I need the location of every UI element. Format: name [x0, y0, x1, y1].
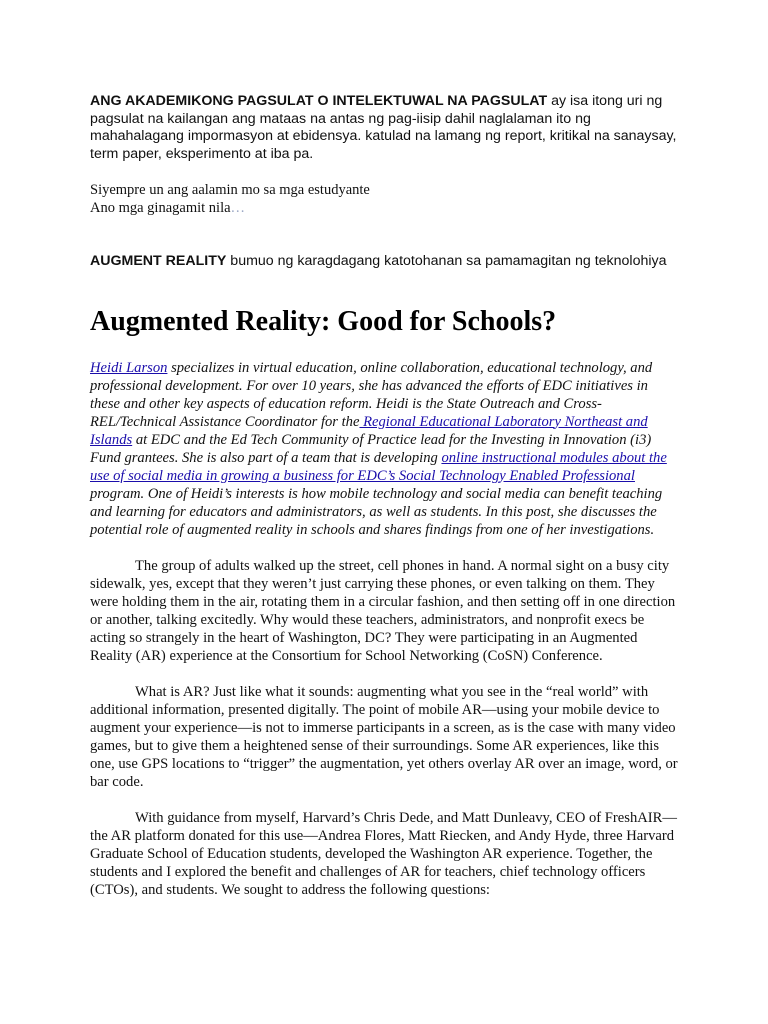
ar-term: AUGMENT REALITY: [90, 253, 227, 269]
rel-link[interactable]: Regional Educational Laboratory Northeast and Islands: [90, 413, 648, 448]
document-page: [90, 93, 680, 899]
body-paragraph-2: What is AR? Just like what it sounds: augmenting what you see in the “real world” with additional information, presented digitally. The point of mobile AR—using your mobile device to augment your experience—is not to immerse participants in a screen, as is the case with many video games, but to give them a heightened sense of their surroundings. Some AR experiences, like this one, use GPS locations to “trigger” the augmentation, yet others overlay AR over an image, word, or bar code.: [90, 683, 678, 790]
ar-definition-paragraph: [90, 253, 680, 271]
intro-text-1: specializes in virtual education, online collaboration, educational technology, and professional development. For over 10 years, she has advanced the efforts of EDC initiatives in these and other key aspects of education reform. Heidi is the State Outreach and Cross-REL/Technical Assistance Coordinator for the: [90, 359, 653, 430]
intro-text-2: at EDC and the Ed Tech Community of Practice lead for the Investing in Innovation (i3) Fund grantees. She is also part of a team that is developing: [90, 431, 652, 466]
note-paragraph: [90, 181, 680, 217]
author-intro: [90, 359, 680, 539]
intro-text-3: program. One of Heidi’s interests is how mobile technology and social media can benefit teaching and learning for educators and administrators, as well as students. In this post, she discusses the potential role of augmented reality in schools and shares findings from one of her investigations.: [90, 485, 663, 538]
definition-text: ay isa itong uri ng pagsulat na kailangan ang mataas na antas ng pag-iisip dahil naglalaman ito ng mahahalagang impormasyon at ebidensya. katulad na lamang ng report, kritikal na sanaysay, term paper, eksperimento at iba pa.: [90, 93, 677, 162]
article-body: [90, 557, 680, 899]
definition-paragraph: [90, 93, 680, 163]
body-paragraph-1: The group of adults walked up the street, cell phones in hand. A normal sight on a busy city sidewalk, yes, except that they weren’t just carrying these phones, or even talking on them. They were holding them in the air, rotating them in a circular fashion, and then setting off in one direction or another, talking excitedly. Why would these teachers, administrators, and nonprofit execs be acting so strangely in the heart of Washington, DC? They were participating in an Augmented Reality (AR) experience at the Consortium for School Networking (CoSN) Conference.: [90, 557, 676, 664]
note-ellipsis: …: [230, 200, 246, 216]
note-line-2: Ano mga ginagamit nila: [90, 200, 231, 216]
body-paragraph-3: With guidance from myself, Harvard’s Chris Dede, and Matt Dunleavy, CEO of FreshAIR—the AR platform donated for this use—Andrea Flores, Matt Riecken, and Andy Hyde, three Harvard Graduate School of Education students, developed the Washington AR experience. Together, the students and I explored the benefit and challenges of AR for teachers, chief technology officers (CTOs), and students. We sought to address the following questions:: [90, 809, 677, 898]
ar-definition-text: bumuo ng karagdagang katotohanan sa pamamagitan ng teknolohiya: [226, 253, 667, 269]
note-line-1: Siyempre un ang aalamin mo sa mga estudyante: [90, 182, 370, 198]
author-link[interactable]: Heidi Larson: [90, 359, 168, 376]
definition-term: ANG AKADEMIKONG PAGSULAT O INTELEKTUWAL NA PAGSULAT: [90, 93, 548, 109]
article-title: Augmented Reality: Good for Schools?: [90, 305, 557, 337]
modules-link[interactable]: online instructional modules about the use of social media in growing a business for EDC’s Social Technology Enabled Professional: [90, 449, 667, 484]
